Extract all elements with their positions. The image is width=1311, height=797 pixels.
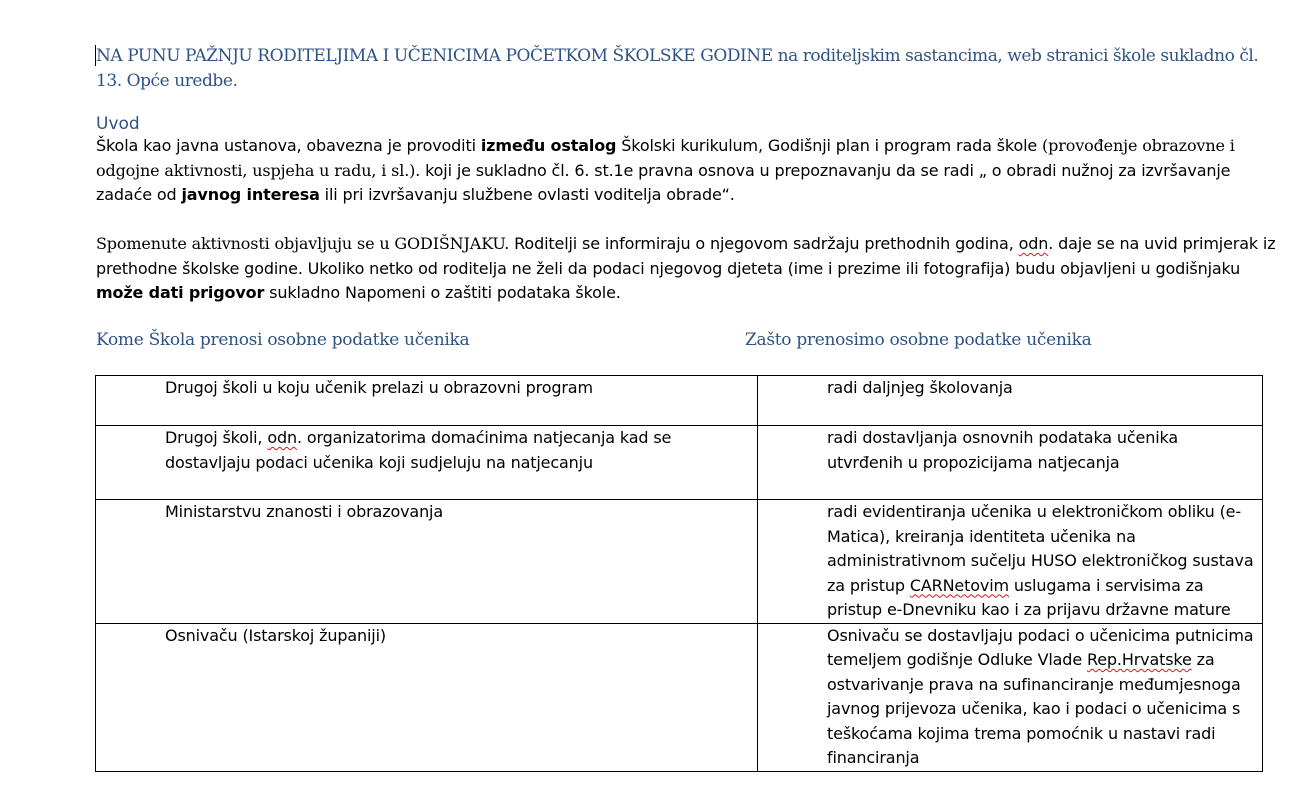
para2-text-4: sukladno Napomeni o zaštiti podataka škole. [264,283,621,302]
para1-text-3: (provođenje obrazovne i odgojne aktivnosti, uspjeha u radu, i sl.). [96,136,1235,180]
reason-text-2: uslugama i servisima za pristup e-Dnevniku kao i za prijavu državne mature [827,575,1231,619]
section-title-uvod: Uvod [96,114,140,134]
document-heading: NA PUNU PAŽNJU RODITELJIMA I UČENICIMA POČETKOM ŠKOLSKE GODINE na roditeljskim sastancima, web stranici škole sukladno čl. 13. Opće uredbe. [96,46,1259,91]
table-row [96,623,1263,771]
para1-text-1: Škola kao javna ustanova, obavezna je provoditi [96,136,481,155]
reason-spellcheck-word[interactable]: CARNetovim [909,575,1009,595]
recipient-cell: Osnivaču (Istarskoj županiji) [96,623,758,771]
para2-text-1: Spomenute aktivnosti objavljuju se u GODIŠNJAKU. [96,234,510,253]
yearbook-paragraph [96,232,1281,306]
para1-bold-2: javnog interesa [181,185,320,204]
reason-cell: radi daljnjeg školovanja [758,376,1263,426]
column-heading-recipients: Kome Škola prenosi osobne podatke učenika [96,330,470,350]
intro-paragraph [96,134,1281,208]
reason-text-2: za ostvarivanje prava na sufinanciranje međumjesnoga javnog prijevoza učenika, kao i podaci o učenicima s teškoćama kojima trema pomoćnik u nastavi radi financiranja [827,650,1241,767]
column-heading-reasons: Zašto prenosimo osobne podatke učenika [745,330,1092,350]
reason-text-1: Osnivaču se dostavljaju podaci o učenicima putnicima temeljem godišnje Odluke Vlade [827,625,1254,669]
para1-bold-1: između ostalog [480,136,617,155]
para2-spellcheck-word[interactable]: odn [1018,234,1049,253]
table-row [96,376,1263,426]
para1-text-5: ili pri izvršavanju službene ovlasti voditelja obrade“. [319,185,735,204]
para2-text-2: Roditelji se informiraju o njegovom sadržaju prethodnih godina, [509,234,1019,253]
reason-cell [758,500,1263,624]
data-transfer-table [95,375,1263,772]
para1-text-4: koji je sukladno čl. 6. st.1e pravna osnova u prepoznavanju da se radi „ o obradi nužnoj za izvršavanje zadaće od [96,160,1231,204]
para2-text-3: . daje se na uvid primjerak iz prethodne školske godine. Ukoliko netko od roditelja ne želi da podaci njegovog djeteta (ime i prezime ili fotografija) budu objavljeni u godišnjaku [96,234,1276,278]
para1-text-2: Školski kurikulum, Godišnji plan i program rada škole [616,136,1043,155]
reason-cell [758,623,1263,771]
recipient-cell: Ministarstvu znanosti i obrazovanja [96,500,758,624]
recipient-text-1: Drugoj školi, [165,428,268,447]
para2-bold: može dati prigovor [96,283,265,302]
reason-cell: radi dostavljanja osnovnih podataka učenika utvrđenih u propozicijama natjecanja [758,426,1263,500]
recipient-spellcheck-word[interactable]: odn [267,428,297,447]
recipient-cell: Drugoj školi u koju učenik prelazi u obrazovni program [96,376,758,426]
table-row [96,500,1263,624]
reason-text-1: radi evidentiranja učenika u elektroničkom obliku (e-Matica), kreiranja identiteta učenika na administrativnom sučelju HUSO elektroničkog sustava za pristup [827,502,1254,595]
recipient-text-2: . organizatorima domaćinima natjecanja kad se dostavljaju podaci učenika koji sudjeluju na natjecanju [165,428,672,472]
table-row [96,426,1263,500]
recipient-cell [96,426,758,500]
reason-spellcheck-word[interactable]: Rep.Hrvatske [1086,650,1192,669]
